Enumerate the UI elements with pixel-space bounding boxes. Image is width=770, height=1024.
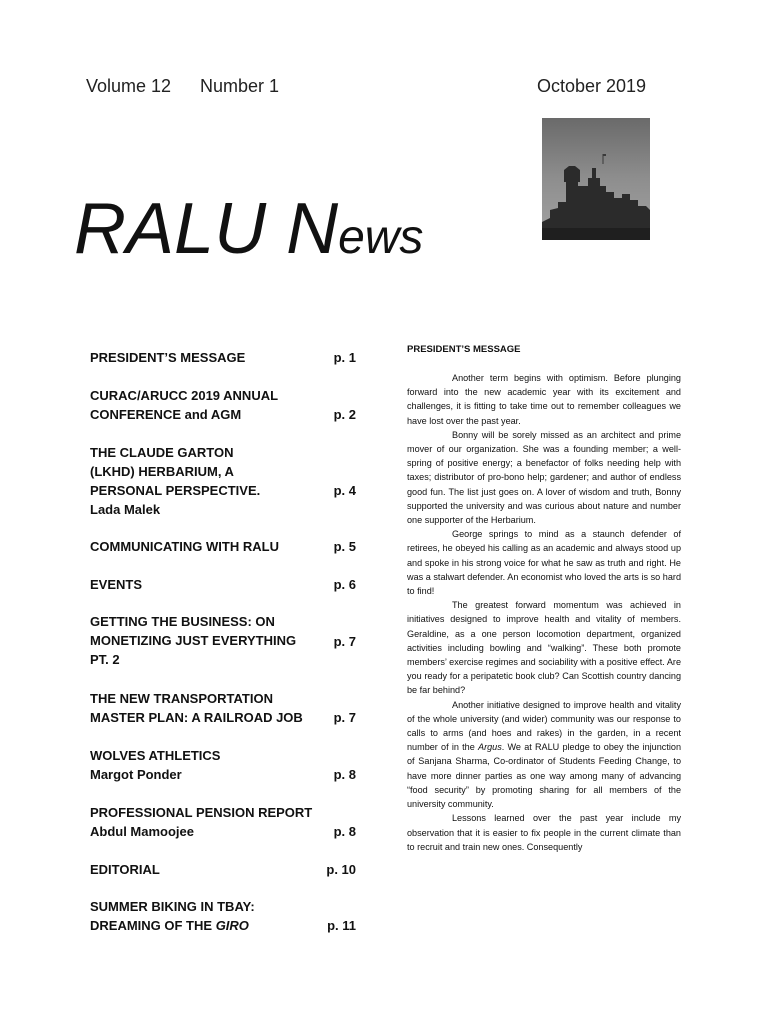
message-text: Another initiative designed to improve health and vitality of the whole university (and wider) community was our response to calls to arms (and hoes and rakes) in the garden, in a recent number of in the [407,699,681,753]
message-paragraph: George springs to mind as a staunch defender of retirees, he obeyed his calling as an academic and always stood up and spoke in his strong voice for what he saw as truth and right. He was a stalwart defender. An economist who loved the arts is so hard to find! [407,529,681,597]
toc-title: EVENTS [90,577,143,592]
issue-date: October 2019 [537,76,647,96]
toc-entry[interactable] [90,897,360,935]
toc-page: p. 4 [333,483,356,498]
castle-photo [542,118,650,240]
toc-page: p. 7 [333,634,356,649]
toc-entry[interactable] [90,386,360,424]
message-paragraph: Another term begins with optimism. Before plunging forward into the new academic year with its excitement and challenges, it is fitting to take time out to remember colleagues we have lost over the past year. [407,373,681,426]
message-paragraph: Bonny will be sorely missed as an architect and prime mover of our organization. She was a founding member; a well-spring of positive energy; a benefactor of folks needing help with taxes; distributor of pro-bono help; gardener; and author of endless good fun. The list just goes on. A lover of wisdom and truth, Bonny supported the university and was curious about nature and number one supporter of the Herbarium. [407,429,681,526]
toc-title: THE CLAUDE GARTON (LKHD) HERBARIUM, A PERSONAL PERSPECTIVE. [90,445,261,498]
masthead-rest: ews [338,211,424,264]
toc-author: Lada Malek [90,502,161,517]
toc-entry[interactable] [90,575,360,594]
toc-entry[interactable] [90,348,360,367]
publication-name: Argus [478,742,502,753]
toc-title: PROFESSIONAL PENSION REPORT [90,805,313,820]
toc-entry[interactable] [90,612,360,669]
toc-entry[interactable] [90,443,360,519]
masthead-initials: RALU N [74,189,339,269]
toc-title: PRESIDENT’S MESSAGE [90,350,246,365]
presidents-message [407,344,681,854]
toc-title-italic: GIRO [215,918,249,933]
message-title: PRESIDENT’S MESSAGE [407,344,521,355]
toc-entry[interactable] [90,537,360,556]
toc-title: THE NEW TRANSPORTATION MASTER PLAN: A RAILROAD JOB [90,691,303,725]
toc-entry[interactable] [90,689,360,727]
message-paragraph: Lessons learned over the past year include my observation that it is easier to fix people in the current climate than to recruit and train new ones. Consequently [407,813,681,852]
toc-page: p. 2 [333,407,356,422]
toc-title: EDITORIAL [90,862,160,877]
toc-title: GETTING THE BUSINESS: ON MONETIZING JUST EVERYTHING PT. 2 [90,614,297,667]
toc-title [90,897,305,935]
toc-page: p. 11 [327,918,356,933]
masthead [74,188,423,270]
toc-title: CURAC/ARUCC 2019 ANNUAL CONFERENCE and AGM [90,388,278,422]
toc-entry[interactable] [90,860,360,879]
volume-label: Volume 12 [86,76,172,96]
number-label: Number 1 [200,76,280,96]
message-paragraph: The greatest forward momentum was achieved in initiatives designed to improve health and vitality of members. Geraldine, as a one person locomotion department, organized activities including bowling and “walking”. These both promote members’ exercise regimes and sociability with a positive effect. Are you ready for a peripatetic book club? Can Scottish country dancing be far behind? [407,600,681,696]
toc-title: WOLVES ATHLETICS [90,748,221,763]
toc-author: Abdul Mamoojee [90,824,195,839]
toc-page: p. 8 [333,824,356,839]
toc-title-text: SUMMER BIKING IN TBAY: DREAMING OF THE [90,899,255,933]
toc-page: p. 10 [326,862,356,877]
toc-page: p. 6 [333,577,356,592]
toc-author: Margot Ponder [90,767,182,782]
toc-page: p. 5 [333,539,356,554]
toc-title: COMMUNICATING WITH RALU [90,539,279,554]
message-paragraph [407,698,681,812]
message-text: . We at RALU pledge to obey the injunction of Sanjana Sharma, Co-ordinator of Students Feeding Change, to have more dinner parties as one way among many of advancing “food security” by promoting sharing for all members of the university community. [407,742,681,810]
toc-page: p. 7 [333,710,356,725]
toc-page: p. 1 [333,350,356,365]
toc-entry[interactable] [90,746,360,784]
toc-entry[interactable] [90,803,360,841]
toc-page: p. 8 [333,767,356,782]
